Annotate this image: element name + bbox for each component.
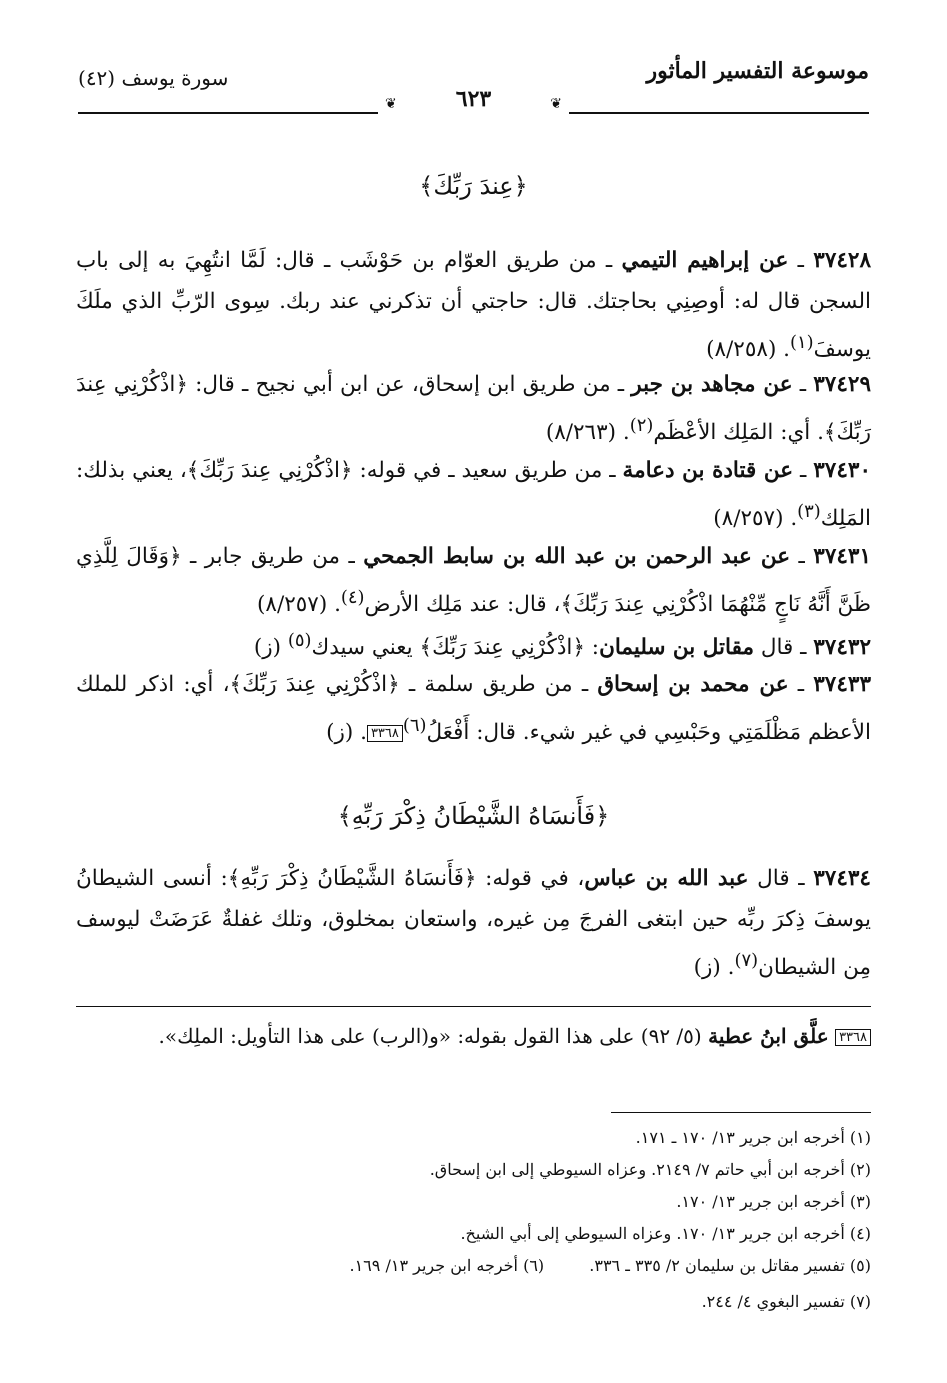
footnote: (٣) أخرجه ابن جرير ١٣/ ١٧٠. [676, 1192, 871, 1211]
footnote: (٢) أخرجه ابن أبي حاتم ٧/ ٢١٤٩. وعزاه السيوطي إلى ابن إسحاق. [429, 1160, 871, 1179]
entry-number: ٣٧٤٣٤ [813, 866, 871, 891]
surah-label: سورة يوسف (٤٢) [78, 66, 229, 90]
narrator: عن مجاهد بن جبر [631, 372, 793, 397]
footnote: (٦) أخرجه ابن جرير ١٣/ ١٦٩. [349, 1256, 545, 1275]
entry-prefix: ـ قال [753, 635, 814, 661]
verse-heading: ﴿فَأَنسَاهُ الشَّيْطَانُ ذِكْرَ رَبِّهِ﴾ [337, 802, 610, 830]
entry-text: ـ من طريق سلمة ـ ﴿اذْكُرْنِي عِندَ رَبِّكَ﴾، أي: اذكر للملك الأعظم مَظْلَمَتِي وحَبْسِي في غير شيء. قال: أَفْعَلُ [76, 672, 871, 746]
narration-entry: ٣٧٤٣٠ ـ عن قتادة بن دعامة ـ من طريق سعيد ـ في قوله: ﴿اذْكُرْنِي عِندَ رَبِّكَ﴾، يعني بذلك: المَلِك$^{(٣)}$. (٨/٢٥٧) [76, 458, 871, 532]
narrator: عن إبراهيم التيمي [621, 248, 789, 273]
footnote-marker[interactable]: (٥) [287, 630, 312, 651]
footnote: (١) أخرجه ابن جرير ١٣/ ١٧٠ ـ ١٧١. [635, 1128, 871, 1147]
entry-prefix: ـ قال [748, 866, 814, 891]
entry-text: ـ من طريق سعيد ـ في قوله: ﴿اذْكُرْنِي عِندَ رَبِّكَ﴾، يعني بذلك: المَلِك [76, 458, 871, 532]
entry-number: ٣٧٤٣١ [813, 544, 872, 569]
commentary-note-id: ٣٣٦٨ [835, 1029, 871, 1046]
commentary-author: علَّق ابنُ عطية [708, 1024, 829, 1048]
footnote-marker[interactable]: (٧) [734, 950, 759, 971]
verse-heading: ﴿عِندَ رَبِّكَ﴾ [419, 172, 528, 200]
narration-entry: ٣٧٤٢٨ ـ عن إبراهيم التيمي ـ من طريق العوّام بن حَوْشَب ـ قال: لَمَّا انتُهِيَ به إلى باب السجن قال له: أوصِنِي بحاجتك. قال: حاجتي أن تذكرني عند ربك. سِوى الرّبِّ الذي ملَكَ يوسفَ$^{(١)}$. (٨/٢٥٨) [76, 248, 872, 363]
entry-number: ٣٧٤٣٠ [813, 458, 871, 483]
entry-text: ـ من طريق ابن إسحاق، عن ابن أبي نجيح ـ قال: ﴿اذْكُرْنِي عِندَ رَبِّكَ﴾. أي: المَلِك الأعْظَم [76, 372, 871, 446]
footnote: (٤) أخرجه ابن جرير ١٣/ ١٧٠. وعزاه السيوطي إلى أبي الشيخ. [460, 1224, 871, 1243]
book-title: موسوعة التفسير المأثور [646, 58, 869, 84]
header-rule-left [78, 112, 378, 114]
commentary-block [76, 1016, 871, 1058]
entry-number: ٣٧٤٢٩ [813, 372, 871, 397]
narration-entry: ٣٧٤٢٩ ـ عن مجاهد بن جبر ـ من طريق ابن إسحاق، عن ابن أبي نجيح ـ قال: ﴿اذْكُرْنِي عِندَ رَبِّكَ﴾. أي: المَلِك الأعْظَم$^{(٢)}$. (٨/٢٦٣) [76, 372, 871, 446]
footnote-marker[interactable]: (٦) [402, 715, 427, 736]
entry-text: ـ من طريق العوّام بن حَوْشَب ـ قال: لَمَّا انتُهِيَ به إلى باب السجن قال له: أوصِنِي بحاجتك. قال: حاجتي أن تذكرني عند ربك. سِوى الرّبِّ الذي ملَكَ يوسفَ [76, 248, 871, 363]
source-ref: . (٨/٢٥٧) [257, 592, 341, 618]
narrator: مقاتل بن سليمان [599, 635, 754, 661]
commentary-divider [76, 1006, 871, 1007]
narration-entry: ٣٧٤٣١ ـ عن عبد الرحمن بن عبد الله بن سابط الجمحي ـ من طريق جابر ـ ﴿وَقَالَ لِلَّذِي ظَنَّ أَنَّهُ نَاجٍ مِّنْهُمَا اذْكُرْنِي عِندَ رَبِّكَ﴾، قال: عند مَلِك الأرض$^{(٤)}$. (٨/٢٥٧) [76, 544, 872, 618]
entry-number: ٣٧٤٣٢ [813, 635, 871, 661]
narrator: عن محمد بن إسحاق [597, 672, 789, 697]
fleuron-icon: ❦ [385, 96, 397, 112]
footnote-marker[interactable]: (٢) [629, 415, 654, 436]
narrator: عن عبد الرحمن بن عبد الله بن سابط الجمحي [363, 544, 791, 569]
entry-text: ، في قوله: ﴿فَأَنسَاهُ الشَّيْطَانُ ذِكْرَ رَبِّهِ﴾: أنسى الشيطانُ يوسفَ ذِكرَ ربِّه حين ابتغى الفرجَ مِن غيره، واستعان بمخلوق، وتلك غفلةٌ عَرَضَتْ ليوسف مِن الشيطان [76, 866, 871, 981]
header-rule-right [569, 112, 869, 114]
narration-entry [76, 858, 871, 988]
source-ref: . (٨/٢٦٣) [545, 420, 630, 446]
source-ref: . (٨/٢٥٧) [713, 506, 798, 532]
source-ref: . (ز) [693, 955, 735, 981]
narration-entry: ٣٧٤٣٣ ـ عن محمد بن إسحاق ـ من طريق سلمة ـ ﴿اذْكُرْنِي عِندَ رَبِّكَ﴾، أي: اذكر للملك الأعظم مَظْلَمَتِي وحَبْسِي في غير شيء. قال: أَفْعَلُ$^{(٦)}$٣٣٦٨. (ز) [76, 672, 871, 746]
narration-entry [76, 620, 871, 668]
entry-number: ٣٧٤٢٨ [813, 248, 872, 273]
commentary-text: (٥/ ٩٢) على هذا القول بقوله: «و(الرب) على هذا التأويل: الملِك». [158, 1024, 709, 1048]
footnote: (٥) تفسير مقاتل بن سليمان ٢/ ٣٣٥ ـ ٣٣٦. [589, 1256, 871, 1275]
footnote: (٧) تفسير البغوي ٤/ ٢٤٤. [701, 1292, 871, 1311]
footnote-marker[interactable]: (١) [790, 332, 814, 353]
commentary-note-marker[interactable]: ٣٣٦٨ [367, 725, 403, 742]
entry-number: ٣٧٤٣٣ [813, 672, 871, 697]
footnote-divider [611, 1112, 871, 1113]
source-ref: . (٨/٢٥٨) [706, 337, 790, 363]
page-number: ٦٢٣ [455, 86, 492, 112]
entry-text: : ﴿اذْكُرْنِي عِندَ رَبِّكَ﴾ يعني سيدك [311, 635, 600, 661]
fleuron-icon: ❦ [550, 96, 562, 112]
footnote-marker[interactable]: (٤) [340, 587, 365, 608]
source-ref: (ز) [253, 635, 288, 661]
entry-text: ـ من طريق جابر ـ ﴿وَقَالَ لِلَّذِي ظَنَّ أَنَّهُ نَاجٍ مِّنْهُمَا اذْكُرْنِي عِندَ رَبِّكَ﴾، قال: عند مَلِك الأرض [76, 544, 871, 618]
footnote-marker[interactable]: (٣) [797, 501, 821, 522]
source-ref: . (ز) [326, 720, 367, 746]
narrator: عن قتادة بن دعامة [622, 458, 794, 483]
narrator: عبد الله بن عباس [584, 866, 749, 891]
footnote-row [76, 1256, 871, 1276]
